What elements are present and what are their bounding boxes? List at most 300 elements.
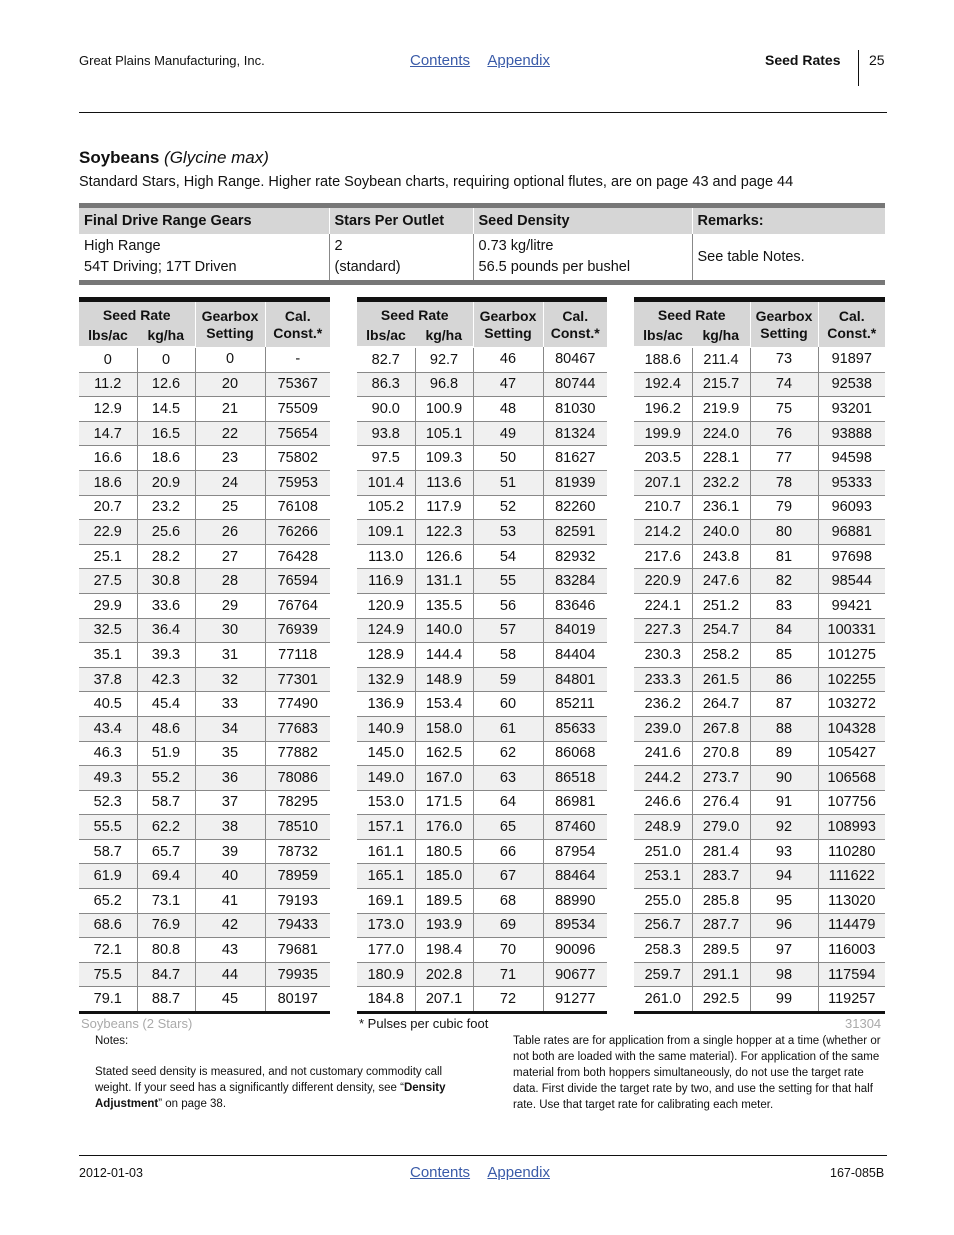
lbs-ac-cell: 105.2: [357, 495, 415, 520]
table-row: [79, 520, 330, 545]
kg-ha-header: kg/ha: [415, 324, 473, 347]
kg-ha-cell: 126.6: [415, 544, 473, 569]
kg-ha-cell: 113.6: [415, 470, 473, 495]
gearbox-cell: 89: [750, 741, 818, 766]
seed-rate-table-3: [634, 297, 885, 1014]
cal-const-cell: 85211: [543, 692, 607, 717]
gearbox-cell: 28: [195, 569, 265, 594]
cal-const-cell: 79935: [265, 962, 330, 987]
lbs-ac-cell: 261.0: [634, 987, 692, 1013]
cal-const-cell: 96093: [818, 495, 885, 520]
lbs-ac-cell: 128.9: [357, 643, 415, 668]
table-row: [79, 569, 330, 594]
cal-const-cell: 77683: [265, 716, 330, 741]
gearbox-cell: 27: [195, 544, 265, 569]
gearbox-cell: 33: [195, 692, 265, 717]
gearbox-cell: 44: [195, 962, 265, 987]
kg-ha-cell: 55.2: [137, 766, 195, 791]
kg-ha-cell: 198.4: [415, 938, 473, 963]
gearbox-cell: 90: [750, 766, 818, 791]
gearbox-cell: 64: [473, 790, 543, 815]
table-row: [79, 397, 330, 422]
gearbox-cell: 39: [195, 839, 265, 864]
lbs-ac-cell: 14.7: [79, 421, 137, 446]
table-row: [79, 962, 330, 987]
cal-const-cell: 78959: [265, 864, 330, 889]
lbs-ac-cell: 68.6: [79, 913, 137, 938]
table-row: [79, 470, 330, 495]
seed-rate-table-1: [79, 297, 330, 1014]
gearbox-cell: 50: [473, 446, 543, 471]
gearbox-cell: 42: [195, 913, 265, 938]
gearbox-cell: 80: [750, 520, 818, 545]
kg-ha-cell: 232.2: [692, 470, 750, 495]
kg-ha-cell: 240.0: [692, 520, 750, 545]
kg-ha-cell: 140.0: [415, 618, 473, 643]
table-row: [357, 593, 607, 618]
document-code: 167-085B: [830, 1166, 885, 1180]
lbs-ac-cell: 188.6: [634, 347, 692, 372]
kg-ha-cell: 88.7: [137, 987, 195, 1013]
kg-ha-cell: 12.6: [137, 372, 195, 397]
lbs-ac-cell: 227.3: [634, 618, 692, 643]
gearbox-cell: 29: [195, 593, 265, 618]
kg-ha-cell: 158.0: [415, 716, 473, 741]
lbs-ac-cell: 109.1: [357, 520, 415, 545]
gearbox-cell: 21: [195, 397, 265, 422]
lbs-ac-cell: 214.2: [634, 520, 692, 545]
gearbox-cell: 75: [750, 397, 818, 422]
lbs-ac-cell: 0: [79, 347, 137, 372]
table-row: [357, 913, 607, 938]
table-row: [79, 790, 330, 815]
table-row: [357, 815, 607, 840]
cal-const-cell: 104328: [818, 716, 885, 741]
table-row: [357, 741, 607, 766]
kg-ha-cell: 162.5: [415, 741, 473, 766]
cal-const-cell: 119257: [818, 987, 885, 1013]
cal-const-cell: 95333: [818, 470, 885, 495]
table-row: [634, 889, 885, 914]
kg-ha-cell: 39.3: [137, 643, 195, 668]
gearbox-cell: 81: [750, 544, 818, 569]
cal-const-cell: 79433: [265, 913, 330, 938]
summary-density-line2: 56.5 pounds per bushel: [478, 259, 631, 275]
cal-const-cell: 86981: [543, 790, 607, 815]
table-row: [79, 643, 330, 668]
appendix-link[interactable]: Appendix: [487, 52, 550, 69]
cal-const-cell: 90096: [543, 938, 607, 963]
lbs-ac-cell: 210.7: [634, 495, 692, 520]
lbs-ac-cell: 259.7: [634, 962, 692, 987]
table-row: [634, 520, 885, 545]
cal-const-cell: 106568: [818, 766, 885, 791]
table-row: [634, 347, 885, 372]
notes-density-text: [95, 1064, 475, 1112]
lbs-ac-cell: 82.7: [357, 347, 415, 372]
lbs-ac-cell: 58.7: [79, 839, 137, 864]
header-nav: [410, 52, 564, 69]
lbs-ac-cell: 165.1: [357, 864, 415, 889]
kg-ha-cell: 16.5: [137, 421, 195, 446]
seed-rate-header: Seed Rate: [79, 300, 195, 325]
kg-ha-cell: 23.2: [137, 495, 195, 520]
lbs-ac-cell: 140.9: [357, 716, 415, 741]
summary-header-gears: Final Drive Range Gears: [79, 206, 329, 235]
cal-const-cell: 84404: [543, 643, 607, 668]
table-row: [634, 470, 885, 495]
gearbox-cell: 98: [750, 962, 818, 987]
table-row: [634, 815, 885, 840]
cal-const-cell: 101275: [818, 643, 885, 668]
cal-const-cell: 82932: [543, 544, 607, 569]
kg-ha-cell: 65.7: [137, 839, 195, 864]
table-row: [634, 421, 885, 446]
cal-const-cell: 75953: [265, 470, 330, 495]
gearbox-cell: 24: [195, 470, 265, 495]
summary-header-density: Seed Density: [473, 206, 692, 235]
table-row: [79, 618, 330, 643]
cal-const-cell: 81939: [543, 470, 607, 495]
table-row: [79, 815, 330, 840]
cal-const-cell: 93201: [818, 397, 885, 422]
table-row: [79, 347, 330, 372]
table-row: [357, 421, 607, 446]
summary-stars-line1: 2: [334, 238, 343, 254]
table-row: [79, 913, 330, 938]
summary-header-remarks: Remarks:: [692, 206, 885, 235]
gearbox-cell: 49: [473, 421, 543, 446]
table-row: [357, 446, 607, 471]
cal-const-cell: 90677: [543, 962, 607, 987]
table-row: [634, 962, 885, 987]
kg-ha-cell: 131.1: [415, 569, 473, 594]
gearbox-cell: 0: [195, 347, 265, 372]
lbs-ac-cell: 97.5: [357, 446, 415, 471]
table-row: [357, 643, 607, 668]
kg-ha-cell: 73.1: [137, 889, 195, 914]
gearbox-cell: 88: [750, 716, 818, 741]
summary-gears: [79, 234, 329, 283]
table-row: [357, 938, 607, 963]
kg-ha-cell: 36.4: [137, 618, 195, 643]
section-title: Seed Rates: [765, 52, 841, 68]
lbs-ac-cell: 224.1: [634, 593, 692, 618]
summary-density-line1: 0.73 kg/litre: [478, 238, 554, 254]
table-row: [79, 544, 330, 569]
lbs-ac-cell: 241.6: [634, 741, 692, 766]
lbs-ac-cell: 199.9: [634, 421, 692, 446]
kg-ha-cell: 51.9: [137, 741, 195, 766]
kg-ha-cell: 285.8: [692, 889, 750, 914]
lbs-ac-cell: 113.0: [357, 544, 415, 569]
cal-const-cell: 76594: [265, 569, 330, 594]
gearbox-header: Gearbox Setting: [750, 300, 818, 348]
kg-ha-cell: 58.7: [137, 790, 195, 815]
company-name: Great Plains Manufacturing, Inc.: [79, 53, 265, 68]
table-row: [79, 889, 330, 914]
lbs-ac-cell: 177.0: [357, 938, 415, 963]
gearbox-cell: 72: [473, 987, 543, 1013]
gearbox-cell: 48: [473, 397, 543, 422]
lbs-ac-cell: 55.5: [79, 815, 137, 840]
table-row: [79, 692, 330, 717]
appendix-link[interactable]: Appendix: [487, 1164, 550, 1181]
table-row: [79, 864, 330, 889]
kg-ha-cell: 109.3: [415, 446, 473, 471]
table-row: [634, 618, 885, 643]
gearbox-cell: 36: [195, 766, 265, 791]
cal-const-header: Cal. Const.*: [265, 300, 330, 348]
contents-link[interactable]: Contents: [410, 52, 471, 69]
cal-const-cell: 89534: [543, 913, 607, 938]
kg-ha-cell: 202.8: [415, 962, 473, 987]
page-title: [79, 148, 269, 168]
lbs-ac-cell: 149.0: [357, 766, 415, 791]
kg-ha-cell: 291.1: [692, 962, 750, 987]
lbs-ac-cell: 43.4: [79, 716, 137, 741]
crop-name: Soybeans: [79, 148, 160, 167]
lbs-ac-cell: 124.9: [357, 618, 415, 643]
cal-const-cell: 96881: [818, 520, 885, 545]
kg-ha-cell: 28.2: [137, 544, 195, 569]
cal-const-cell: 87460: [543, 815, 607, 840]
kg-ha-cell: 287.7: [692, 913, 750, 938]
table-row: [634, 544, 885, 569]
summary-stars-line2: (standard): [334, 259, 401, 275]
cal-const-cell: 97698: [818, 544, 885, 569]
summary-gears-line2: 54T Driving; 17T Driven: [84, 259, 237, 275]
lbs-ac-cell: 46.3: [79, 741, 137, 766]
gearbox-cell: 32: [195, 667, 265, 692]
lbs-ac-cell: 157.1: [357, 815, 415, 840]
gearbox-cell: 25: [195, 495, 265, 520]
table-row: [634, 446, 885, 471]
gearbox-cell: 37: [195, 790, 265, 815]
gearbox-cell: 47: [473, 372, 543, 397]
cal-const-cell: 98544: [818, 569, 885, 594]
cal-const-cell: 81030: [543, 397, 607, 422]
kg-ha-cell: 122.3: [415, 520, 473, 545]
lbs-ac-cell: 230.3: [634, 643, 692, 668]
lbs-ac-cell: 173.0: [357, 913, 415, 938]
lbs-ac-cell: 169.1: [357, 889, 415, 914]
gearbox-cell: 83: [750, 593, 818, 618]
kg-ha-cell: 273.7: [692, 766, 750, 791]
table-row: [357, 716, 607, 741]
gearbox-cell: 45: [195, 987, 265, 1013]
cal-const-cell: 78295: [265, 790, 330, 815]
kg-ha-cell: 25.6: [137, 520, 195, 545]
lbs-ac-cell: 65.2: [79, 889, 137, 914]
gearbox-cell: 77: [750, 446, 818, 471]
cal-const-cell: 108993: [818, 815, 885, 840]
density-adjustment-link[interactable]: Density Adjustment: [95, 1082, 446, 1110]
gearbox-cell: 86: [750, 667, 818, 692]
notes-text-part2: ” on page 38.: [158, 1098, 227, 1110]
notes-right: Table rates are for application from a single hopper at a time (whether or not both are loaded with the same material). For application of the same material from both hoppers simultaneously, do not use the target rate data. First divide the target rate by two, and use the setting for that half rate. Use that target rate for calibrating each meter.: [513, 1035, 881, 1111]
cal-const-cell: 79193: [265, 889, 330, 914]
seed-rate-table-2: [357, 297, 607, 1014]
kg-ha-cell: 261.5: [692, 667, 750, 692]
notes-heading: Notes:: [95, 1035, 129, 1047]
lbs-ac-cell: 196.2: [634, 397, 692, 422]
lbs-ac-cell: 79.1: [79, 987, 137, 1013]
gearbox-cell: 23: [195, 446, 265, 471]
gearbox-cell: 46: [473, 347, 543, 372]
lbs-ac-cell: 239.0: [634, 716, 692, 741]
gearbox-cell: 22: [195, 421, 265, 446]
gearbox-cell: 62: [473, 741, 543, 766]
gearbox-cell: 54: [473, 544, 543, 569]
gearbox-cell: 20: [195, 372, 265, 397]
cal-const-cell: 107756: [818, 790, 885, 815]
summary-header-stars: Stars Per Outlet: [329, 206, 473, 235]
notes-left: [95, 1033, 475, 1112]
kg-ha-cell: 176.0: [415, 815, 473, 840]
header-rule: [79, 112, 887, 113]
table-row: [357, 544, 607, 569]
cal-const-cell: 111622: [818, 864, 885, 889]
table-row: [357, 495, 607, 520]
table-row: [79, 372, 330, 397]
cal-const-cell: 78510: [265, 815, 330, 840]
kg-ha-cell: 30.8: [137, 569, 195, 594]
gearbox-cell: 52: [473, 495, 543, 520]
lbs-ac-cell: 161.1: [357, 839, 415, 864]
cal-const-cell: 80744: [543, 372, 607, 397]
gearbox-cell: 74: [750, 372, 818, 397]
cal-const-cell: 80197: [265, 987, 330, 1013]
lbs-ac-cell: 248.9: [634, 815, 692, 840]
cal-const-cell: 91277: [543, 987, 607, 1013]
table-row: [357, 397, 607, 422]
lbs-ac-cell: 16.6: [79, 446, 137, 471]
cal-const-cell: 102255: [818, 667, 885, 692]
kg-ha-cell: 219.9: [692, 397, 750, 422]
table-row: [357, 618, 607, 643]
gearbox-cell: 95: [750, 889, 818, 914]
gearbox-header: Gearbox Setting: [195, 300, 265, 348]
table-row: [79, 593, 330, 618]
lbs-ac-cell: 153.0: [357, 790, 415, 815]
kg-ha-cell: 243.8: [692, 544, 750, 569]
table-row: [634, 667, 885, 692]
kg-ha-cell: 247.6: [692, 569, 750, 594]
kg-ha-cell: 135.5: [415, 593, 473, 618]
lbs-ac-cell: 246.6: [634, 790, 692, 815]
table-row: [357, 839, 607, 864]
gearbox-cell: 65: [473, 815, 543, 840]
lbs-ac-header: lbs/ac: [79, 324, 137, 347]
table-row: [634, 987, 885, 1013]
table-row: [79, 716, 330, 741]
cal-const-cell: 113020: [818, 889, 885, 914]
table-row: [634, 913, 885, 938]
lbs-ac-cell: 145.0: [357, 741, 415, 766]
contents-link[interactable]: Contents: [410, 1164, 471, 1181]
kg-ha-cell: 84.7: [137, 962, 195, 987]
table-row: [79, 839, 330, 864]
gearbox-cell: 31: [195, 643, 265, 668]
kg-ha-cell: 33.6: [137, 593, 195, 618]
rate-header-row: [634, 300, 885, 325]
lbs-ac-cell: 90.0: [357, 397, 415, 422]
kg-ha-cell: 62.2: [137, 815, 195, 840]
gearbox-cell: 96: [750, 913, 818, 938]
lbs-ac-header: lbs/ac: [357, 324, 415, 347]
figure-number: 31304: [845, 1016, 882, 1031]
table-row: [357, 864, 607, 889]
cal-const-cell: 81627: [543, 446, 607, 471]
crop-latin-name: (Glycine max): [164, 148, 269, 167]
lbs-ac-cell: 256.7: [634, 913, 692, 938]
gearbox-cell: 38: [195, 815, 265, 840]
gearbox-cell: 91: [750, 790, 818, 815]
gearbox-cell: 76: [750, 421, 818, 446]
cal-const-cell: 88464: [543, 864, 607, 889]
lbs-ac-cell: 203.5: [634, 446, 692, 471]
kg-ha-cell: 80.8: [137, 938, 195, 963]
table-row: [634, 397, 885, 422]
gearbox-cell: 59: [473, 667, 543, 692]
gearbox-cell: 55: [473, 569, 543, 594]
lbs-ac-cell: 120.9: [357, 593, 415, 618]
gearbox-cell: 67: [473, 864, 543, 889]
table-row: [634, 495, 885, 520]
kg-ha-cell: 258.2: [692, 643, 750, 668]
table-row: [357, 520, 607, 545]
cal-const-cell: 94598: [818, 446, 885, 471]
lbs-ac-cell: 136.9: [357, 692, 415, 717]
lbs-ac-cell: 255.0: [634, 889, 692, 914]
gearbox-cell: 71: [473, 962, 543, 987]
lbs-ac-cell: 236.2: [634, 692, 692, 717]
cal-const-cell: 77882: [265, 741, 330, 766]
kg-ha-cell: 92.7: [415, 347, 473, 372]
page-number: 25: [869, 52, 885, 68]
cal-const-cell: 105427: [818, 741, 885, 766]
footer-date: 2012-01-03: [79, 1166, 143, 1180]
cal-const-cell: 103272: [818, 692, 885, 717]
table-row: [79, 987, 330, 1013]
cal-const-cell: 77490: [265, 692, 330, 717]
table-row: [79, 938, 330, 963]
lbs-ac-cell: 244.2: [634, 766, 692, 791]
table-caption: Soybeans (2 Stars): [81, 1016, 193, 1031]
cal-const-cell: 83646: [543, 593, 607, 618]
lbs-ac-cell: 220.9: [634, 569, 692, 594]
summary-remarks: See table Notes.: [692, 234, 885, 283]
cal-const-cell: 77118: [265, 643, 330, 668]
lbs-ac-cell: 12.9: [79, 397, 137, 422]
kg-ha-cell: 207.1: [415, 987, 473, 1013]
cal-const-cell: 93888: [818, 421, 885, 446]
cal-const-cell: 75509: [265, 397, 330, 422]
kg-ha-cell: 0: [137, 347, 195, 372]
rate-header-row: [79, 300, 330, 325]
kg-ha-cell: 76.9: [137, 913, 195, 938]
kg-ha-cell: 193.9: [415, 913, 473, 938]
cal-const-cell: -: [265, 347, 330, 372]
kg-ha-cell: 117.9: [415, 495, 473, 520]
table-row: [634, 692, 885, 717]
kg-ha-cell: 45.4: [137, 692, 195, 717]
gearbox-cell: 30: [195, 618, 265, 643]
kg-ha-cell: 236.1: [692, 495, 750, 520]
lbs-ac-cell: 32.5: [79, 618, 137, 643]
gearbox-cell: 63: [473, 766, 543, 791]
